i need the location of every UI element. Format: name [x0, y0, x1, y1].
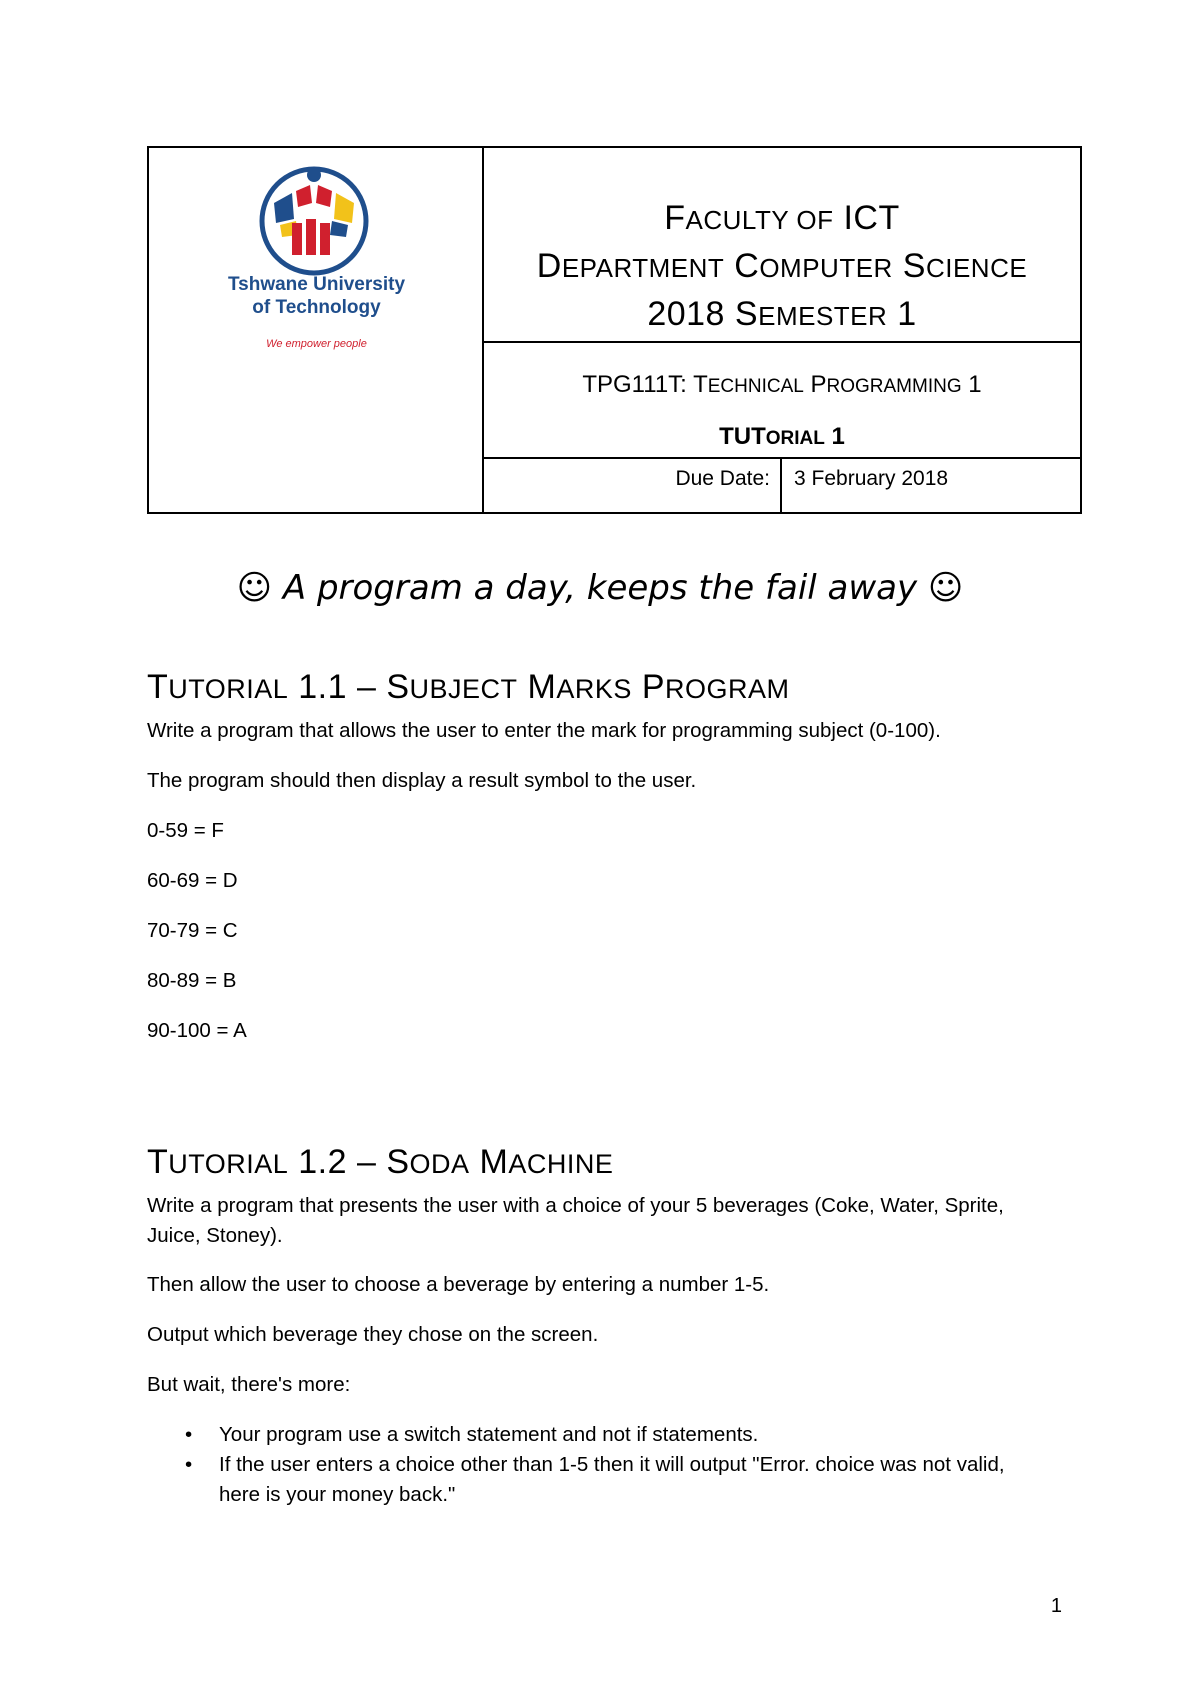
due-date-label: Due Date: [675, 467, 770, 490]
requirements-list [147, 1420, 1047, 1510]
due-value-cell [782, 459, 1080, 512]
section2-paragraph: Write a program that presents the user with a choice of your 5 beverages (Coke, Water, Sprite, Juice, Stoney). [147, 1194, 1004, 1247]
grade-rule: 60-69 = D [147, 869, 238, 892]
section2-paragraph: But wait, there's more: [147, 1373, 351, 1396]
grade-rule: 90-100 = A [147, 1019, 247, 1042]
logo-cell [149, 148, 484, 512]
page-number: 1 [1050, 1595, 1062, 1617]
section2-paragraph: Then allow the user to choose a beverage by entering a number 1-5. [147, 1273, 770, 1296]
semester-title: 2018 SEMESTER 1 [647, 295, 917, 333]
list-item: • Your program use a switch statement and not if statements. [147, 1420, 1047, 1450]
grade-rule: 0-59 = F [147, 819, 224, 842]
logo-name-line1: Tshwane University [227, 274, 406, 295]
grade-rule: 70-79 = C [147, 919, 238, 942]
section2-paragraph: Output which beverage they chose on the screen. [147, 1323, 599, 1346]
course-cell [484, 343, 1080, 459]
due-label-cell [484, 459, 782, 512]
department-title: DEPARTMENT COMPUTER SCIENCE [536, 247, 1028, 285]
course-title: TPG111T: TECHNICAL PROGRAMMING 1 [582, 371, 982, 398]
due-date-value: 3 February 2018 [794, 467, 949, 490]
list-item: • If the user enters a choice other than 1-5 then it will output "Error. choice was not valid, here is your money back." [147, 1450, 1019, 1510]
grade-rule: 80-89 = B [147, 969, 237, 992]
section1-paragraph: Write a program that allows the user to enter the mark for programming subject (0-100). [147, 719, 941, 742]
title-cell [484, 148, 1080, 343]
header-table [147, 146, 1082, 514]
faculty-title: FACULTY OF ICT [664, 199, 900, 237]
university-logo [214, 163, 414, 363]
motto: ☺ A program a day, keeps the fail away ☺ [236, 568, 964, 608]
logo-tagline: We empower people [266, 338, 367, 350]
logo-emblem-icon [214, 163, 414, 283]
logo-name-line2: of Technology [252, 297, 381, 318]
tutorial-title: TUTORIAL 1 [719, 423, 845, 450]
section2-heading: TUTORIAL 1.2 – SODA MACHINE [147, 1143, 614, 1181]
section1-paragraph: The program should then display a result symbol to the user. [147, 769, 697, 792]
section1-heading: TUTORIAL 1.1 – SUBJECT MARKS PROGRAM [147, 668, 790, 706]
